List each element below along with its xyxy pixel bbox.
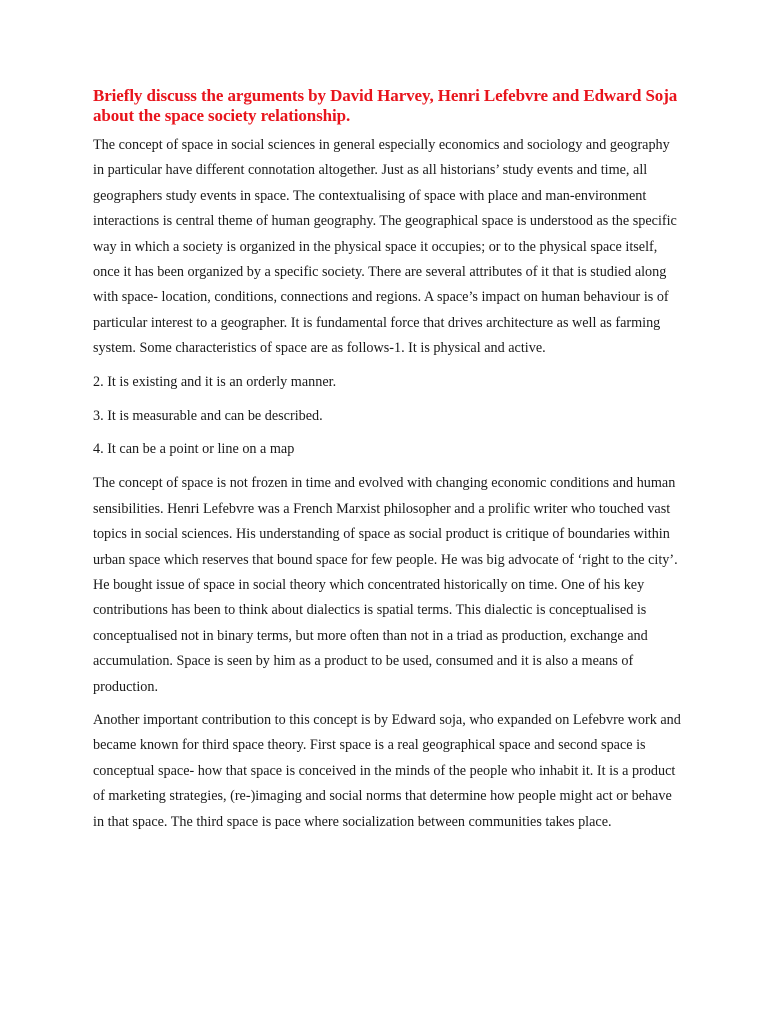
paragraph-soja: Another important contribution to this concept is by Edward soja, who expanded on Lefebvre work and became known for third space theory. First space is a real geographical space and second space is conceptual space- how that space is conceived in the minds of the people who inhabit it. It is a product of marketing strategies, (re-)imaging and social norms that determine how people might act or behave in that space. The third space is pace where socialization between communities takes place.: [93, 712, 681, 830]
list-item: 2. It is existing and it is an orderly manner.: [93, 373, 337, 390]
list-item: 4. It can be a point or line on a map: [93, 441, 295, 458]
paragraph-lefebvre: The concept of space is not frozen in time and evolved with changing economic conditions and human sensibilities. Henri Lefebvre was a French Marxist philosopher and a prolific writer who touched vast topics in social sciences. His understanding of space as social product is critique of boundaries within urban space which reserves that bound space for few people. He was big advocate of ‘right to the city’. He bought issue of space in social theory which concentrated historically on time. One of his key contributions has been to think about dialectics is spatial terms. This dialectic is conceptualised is conceptualised not in binary terms, but more often than not in a triad as production, exchange and accumulation. Space is seen by him as a product to be used, consumed and it is also a means of production.: [93, 475, 678, 695]
characteristics-list: [93, 370, 683, 463]
paragraph-intro: The concept of space in social sciences in general especially economics and sociology and geography in particular have different connotation altogether. Just as all historians’ study events and time, all geographers study events in space. The contextualising of space with place and man-environment interactions is central theme of human geography. The geographical space is understood as the specific way in which a society is organized in the physical space it occupies; or to the physical space itself, once it has been organized by a specific society. There are several attributes of it that is studied along with space- location, conditions, connections and regions. A space’s impact on human behaviour is of particular interest to a geographer. It is fundamental force that drives architecture as well as farming system. Some characteristics of space are as follows-1. It is physical and active.: [93, 137, 677, 357]
list-item: 3. It is measurable and can be described.: [93, 407, 323, 424]
document-title: Briefly discuss the arguments by David Harvey, Henri Lefebvre and Edward Soja about the space society relationship.: [93, 86, 678, 125]
document-page: [93, 86, 683, 843]
